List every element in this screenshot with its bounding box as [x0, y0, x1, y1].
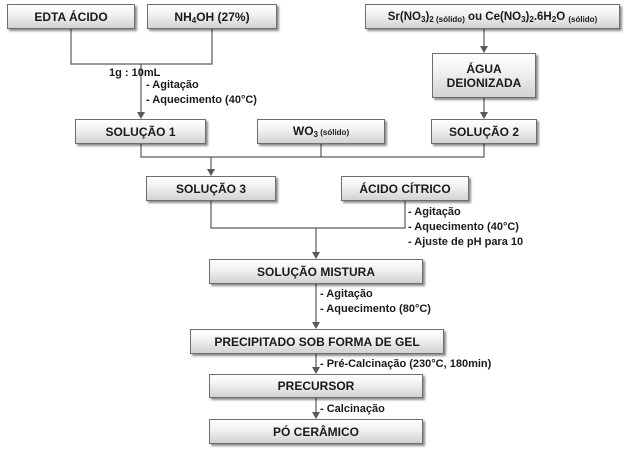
box-precipitado-gel — [190, 329, 444, 354]
box-wo3 — [257, 119, 385, 144]
arrow-head — [312, 367, 320, 374]
step2-line3: - Ajuste de pH para 10 — [408, 236, 524, 248]
step5-label: - Calcinação — [320, 403, 385, 415]
arrow-head — [480, 112, 488, 119]
box-solucao-1 — [75, 119, 206, 144]
box-nh4oh-label: $NH_4OH$ (27%) — [174, 9, 250, 25]
arrow-head — [312, 412, 320, 419]
box-acido-citrico — [341, 176, 469, 201]
box-agua-line1: ÁGUA — [466, 61, 502, 76]
step4-label: - Pré-Calcinação (230°C, 180min) — [320, 358, 492, 370]
step3-line2: - Aquecimento (80°C) — [320, 303, 431, 315]
step2-line1: - Agitação — [408, 206, 461, 218]
step2-line2: - Aquecimento (40°C) — [408, 221, 519, 233]
step3-line1: - Agitação — [320, 288, 373, 300]
box-solucao-2 — [431, 119, 537, 144]
arrow-head — [312, 252, 320, 259]
box-solucao-mistura — [209, 259, 423, 284]
box-precipitado-gel-label: PRECIPITADO SOB FORMA DE GEL — [214, 334, 420, 349]
arrow-head — [137, 112, 145, 119]
arrow-head — [312, 322, 320, 329]
box-solucao-2-label: SOLUÇÃO 2 — [448, 124, 519, 139]
connector-edta-nh4oh — [71, 29, 212, 64]
box-edta-acido — [7, 4, 135, 29]
box-precursor-label: PRECURSOR — [277, 379, 355, 393]
connector-sol3-acido — [211, 201, 405, 228]
box-solucao-3-label: SOLUÇÃO 3 — [175, 181, 246, 196]
arrow-head — [207, 169, 215, 176]
box-solucao-mistura-label: SOLUÇÃO MISTURA — [257, 264, 375, 279]
box-wo3-label: $WO_3$ (sólido) — [292, 123, 350, 139]
box-po-ceramico — [209, 419, 423, 444]
box-edta-acido-label: EDTA ÁCIDO — [34, 9, 108, 24]
step1-line2: - Aquecimento (40°C) — [146, 94, 257, 106]
box-solucao-3 — [146, 176, 276, 201]
box-acido-citrico-label: ÁCIDO CÍTRICO — [359, 181, 451, 196]
box-po-ceramico-label: PÓ CERÂMICO — [272, 424, 359, 439]
box-agua-deionizada — [432, 53, 536, 98]
step1-line1: - Agitação — [146, 79, 199, 91]
arrow-head — [480, 46, 488, 53]
box-agua-line2: DEIONIZADA — [446, 75, 522, 90]
box-nitrate-source — [365, 4, 620, 29]
box-solucao-1-label: SOLUÇÃO 1 — [105, 124, 176, 139]
ratio-label: 1g : 10mL — [109, 67, 161, 79]
box-nitrate-source-label: $Sr(NO_3)_{2 (sólido)}$ ou $Ce(NO_3)_2.6H_2O$ $_{(sólido)}$ — [387, 10, 598, 24]
connector-sol1-sol2 — [141, 144, 484, 157]
box-nh4oh — [147, 4, 277, 29]
box-precursor — [209, 374, 423, 398]
